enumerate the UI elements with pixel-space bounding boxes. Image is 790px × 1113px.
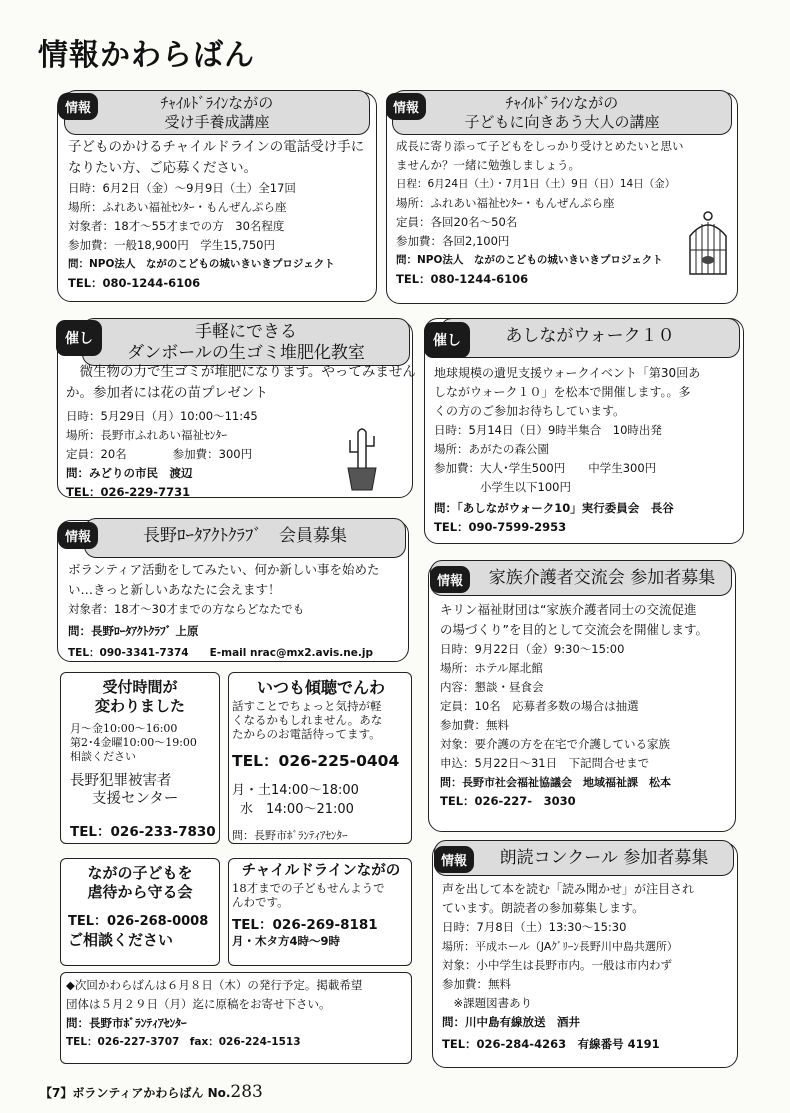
text-line: くの方のご参加お待ちしています。 — [434, 404, 626, 418]
text-line: たからのお電話待ってます。 — [232, 727, 381, 741]
phone-line: TEL：026-233-7830 — [70, 824, 216, 840]
text-line: 日時：9月22日（金）9:30～15:00 — [440, 642, 625, 656]
text-line: 日時：5月14日（日）9時半集合 10時出発 — [434, 423, 662, 437]
info-tag: 情報 — [430, 566, 470, 593]
text-line: 子どものかけるチャイルドラインの電話受け手に — [68, 139, 365, 155]
text-line: 場所：ホテル犀北館 — [440, 661, 543, 675]
article-title-line1: 受付時間が — [102, 678, 178, 696]
text-line: なりたい方、ご応募ください。 — [68, 160, 257, 176]
page-footer — [40, 1082, 263, 1102]
text-line: ◆次回かわらばんは６月８日（木）の発行予定。掲載希望 — [66, 978, 363, 992]
article-title-line1: ながの子どもを — [87, 864, 193, 882]
article-title-line2: 虐待から守る会 — [87, 883, 193, 901]
text-line: 場所：ふれあい福祉ｾﾝﾀｰ・もんぜんぷら座 — [68, 200, 287, 214]
text-line: 日時：5月29日（月）10:00～11:45 — [66, 409, 258, 423]
phone-line: TEL：080-1244-6106 — [396, 272, 529, 286]
contact-line: 問：NPO法人 ながのこどもの城いきいきプロジェクト — [68, 258, 335, 270]
text-line: 内容：懇談・昼食会 — [440, 680, 544, 694]
contact-line: 問：長野市社会福祉協議会 地域福祉課 松本 — [440, 776, 671, 789]
info-tag: 情報 — [58, 522, 98, 549]
phone-line: TEL：026-225-0404 — [232, 752, 400, 770]
article-header — [392, 90, 732, 135]
text-line: 対象：要介護の方を在宅で介護している家族 — [440, 737, 670, 751]
contact-line: 問：長野市ﾎﾞﾗﾝﾃｨｱｾﾝﾀｰ — [232, 829, 348, 842]
article-header — [82, 318, 410, 366]
text-line: 団体は５月２９日（月）迄に原稿をお寄せ下さい。 — [66, 997, 331, 1011]
org-name: 長野犯罪被害者 — [70, 773, 172, 789]
text-line: 参加費：無料 — [440, 718, 509, 732]
event-tag: 催し — [424, 322, 470, 358]
article-body — [68, 560, 406, 663]
text-line: 参加費：無料 — [442, 977, 511, 991]
phone-line: TEL：080-1244-6106 — [68, 276, 201, 290]
text-line: ています。朗読者の参加募集します。 — [442, 901, 645, 915]
article-body — [232, 862, 410, 949]
article-body — [434, 364, 739, 537]
text-line: しながウォーク１０」を松本で開催します。。多 — [434, 385, 691, 399]
hours-line: 水 14:00～21:00 — [240, 802, 354, 817]
text-line: 対象者：18才～55才までの方 30名程度 — [68, 219, 285, 233]
article-title: チャイルドラインながの — [241, 863, 401, 879]
article-body — [66, 976, 410, 1052]
phone-line: TEL：026-227- 3030 — [440, 794, 576, 808]
text-line: 微生物の力で生ゴミが堆肥になります。やってみません — [66, 364, 416, 380]
text-line: 日時：6月2日（金）～9月9日（土）全17回 — [68, 181, 296, 195]
article-header: 家族介護者交流会 参加者募集 — [430, 560, 732, 596]
text-line: 話すことでちょっと気持が軽 — [232, 699, 382, 713]
article-header: 朗読コンクール 参加者募集 — [434, 840, 734, 876]
article-body — [442, 880, 734, 1054]
text-line: 地球規模の遺児支援ウォークイベント「第30回あ — [434, 366, 701, 380]
hours-line: 月・木タ方4時～9時 — [232, 934, 341, 948]
text-line: の場づくり”を目的として交流会を開催します。 — [440, 622, 708, 637]
article-body — [62, 678, 218, 840]
text-line: 小学生以下100円 — [434, 480, 571, 494]
text-line: ※課題図書あり — [442, 996, 533, 1010]
article-body — [62, 864, 218, 950]
text-line: 日時：7月8日（土）13:30～15:30 — [442, 920, 627, 934]
event-tag: 催し — [56, 320, 102, 356]
article-title-line2: 受け手養成講座 — [164, 113, 270, 131]
issue-number: 283 — [230, 1082, 263, 1102]
text-line: んわです。 — [232, 895, 289, 909]
text-line: い…きっと新しいあなたに会えます！ — [68, 582, 281, 597]
article-header — [64, 90, 370, 135]
contact-line: 問：「あしながウォーク10」実行委員会 長谷 — [434, 501, 674, 515]
article-body — [68, 137, 373, 293]
text-line: 定員：20名 参加費：300円 — [66, 447, 253, 461]
birdcage-icon — [684, 210, 732, 278]
phone-line: TEL：090-7599-2953 — [434, 520, 567, 534]
phone-line: TEL：026-284-4263 有線番号 4191 — [442, 1037, 660, 1051]
contact-line: 問：みどりの市民 渡辺 — [66, 466, 193, 480]
hours-line: 月～金10:00～16:00 — [70, 722, 178, 735]
page-title: 情報かわらばん — [38, 38, 255, 73]
text-line: 場所：平成ホール（JAｸﾞﾘｰﾝ長野川中島共選所） — [442, 940, 678, 953]
article-title-line1: ﾁｬｲﾙﾄﾞﾗｲﾝながの — [160, 94, 274, 112]
article-title-line1: ﾁｬｲﾙﾄﾞﾗｲﾝながの — [505, 94, 619, 112]
article-title: いつも傾聴でんわ — [256, 678, 385, 697]
text-line: 場所：ふれあい福祉ｾﾝﾀｰ・もんぜんぷら座 — [396, 196, 615, 210]
text-line: 参加費：大人･学生500円 中学生300円 — [434, 461, 657, 475]
text-line: 参加費：一般18,900円 学生15,750円 — [68, 238, 275, 252]
hours-line: 第2･4金曜10:00～19:00 — [70, 736, 197, 749]
article-title-line1: 手軽にできる — [195, 322, 297, 342]
text-line: 対象：小中学生は長野市内。一般は市内わず — [442, 958, 672, 972]
contact-line: 問：長野市ﾎﾞﾗﾝﾃｨｱｾﾝﾀｰ — [66, 1016, 187, 1030]
text-line: 申込：5月22日～31日 下記問合せまで — [440, 756, 650, 770]
text-line: キリン福祉財団は“家族介護者同士の交流促進 — [440, 602, 697, 617]
contact-line: 問：川中島有線放送 酒井 — [442, 1015, 580, 1029]
text-line: 参加費：各回2,100円 — [396, 234, 510, 248]
phone-line: TEL：026-268-0008 — [68, 914, 209, 929]
phone-line: TEL：026-269-8181 — [232, 917, 378, 933]
info-tag: 情報 — [434, 846, 474, 873]
phone-line: TEL：090-3341-7374 E-mail nrac@mx2.avis.ne.jp — [68, 647, 373, 659]
contact-line: 問：NPO法人 ながのこどもの城いきいきプロジェクト — [396, 254, 663, 266]
text-line: 成長に寄り添って子どもをしっかり受けとめたいと思い — [396, 139, 684, 153]
text-line: 声を出して本を読む「読み聞かせ」が注目され — [442, 882, 695, 896]
footer-label: 【7】ボランティアかわらばん No. — [40, 1086, 231, 1100]
text-line: 定員：各回20名～50名 — [396, 215, 518, 229]
text-line: 18才までの子どもせんようで — [232, 881, 385, 895]
phone-line: TEL：026-229-7731 — [66, 485, 191, 499]
text-line: 対象者：18才～30才までの方ならどなたでも — [68, 602, 305, 616]
note-text: ご相談ください — [68, 931, 174, 949]
org-name: 支援センター — [92, 791, 179, 807]
article-title-line2: 変わりました — [94, 697, 185, 715]
text-line: 場所：あがたの森公園 — [434, 442, 549, 456]
text-line: 日程：6月24日（土）・7月1日（土）9日（日）14日（金） — [396, 178, 676, 190]
text-line: ませんか？一緒に勉強しましょう。 — [396, 158, 580, 172]
phone-line: TEL：026-227-3707 fax：026-224-1513 — [66, 1036, 301, 1048]
info-tag: 情報 — [386, 93, 426, 120]
article-header: あしながウォーク１０ — [440, 318, 740, 358]
text-line: ボランティア活動をしてみたい、何か新しい事を始めた — [68, 562, 380, 577]
contact-line: 問：長野ﾛｰﾀｱｸﾄｸﾗﾌﾞ 上原 — [68, 624, 199, 638]
text-line: くなるかもしれません。あな — [232, 713, 383, 727]
article-body — [396, 137, 731, 289]
info-tag: 情報 — [58, 93, 98, 120]
article-body — [440, 600, 735, 811]
article-body — [232, 678, 410, 843]
article-title-line2: 子どもに向きあう大人の講座 — [464, 113, 660, 131]
article-title-line2: ダンボールの生ゴミ堆肥化教室 — [127, 343, 365, 363]
text-line: か。参加者には花の苗プレゼント — [66, 385, 268, 401]
hours-line: 月・土14:00～18:00 — [232, 783, 359, 798]
article-header: 長野ﾛｰﾀｱｸﾄｸﾗﾌﾞ 会員募集 — [84, 518, 406, 558]
hours-line: 相談ください — [70, 750, 136, 763]
text-line: 定員：10名 応募者多数の場合は抽選 — [440, 699, 639, 713]
cactus-icon — [340, 424, 384, 492]
text-line: 場所：長野市ふれあい福祉ｾﾝﾀｰ — [66, 428, 227, 442]
